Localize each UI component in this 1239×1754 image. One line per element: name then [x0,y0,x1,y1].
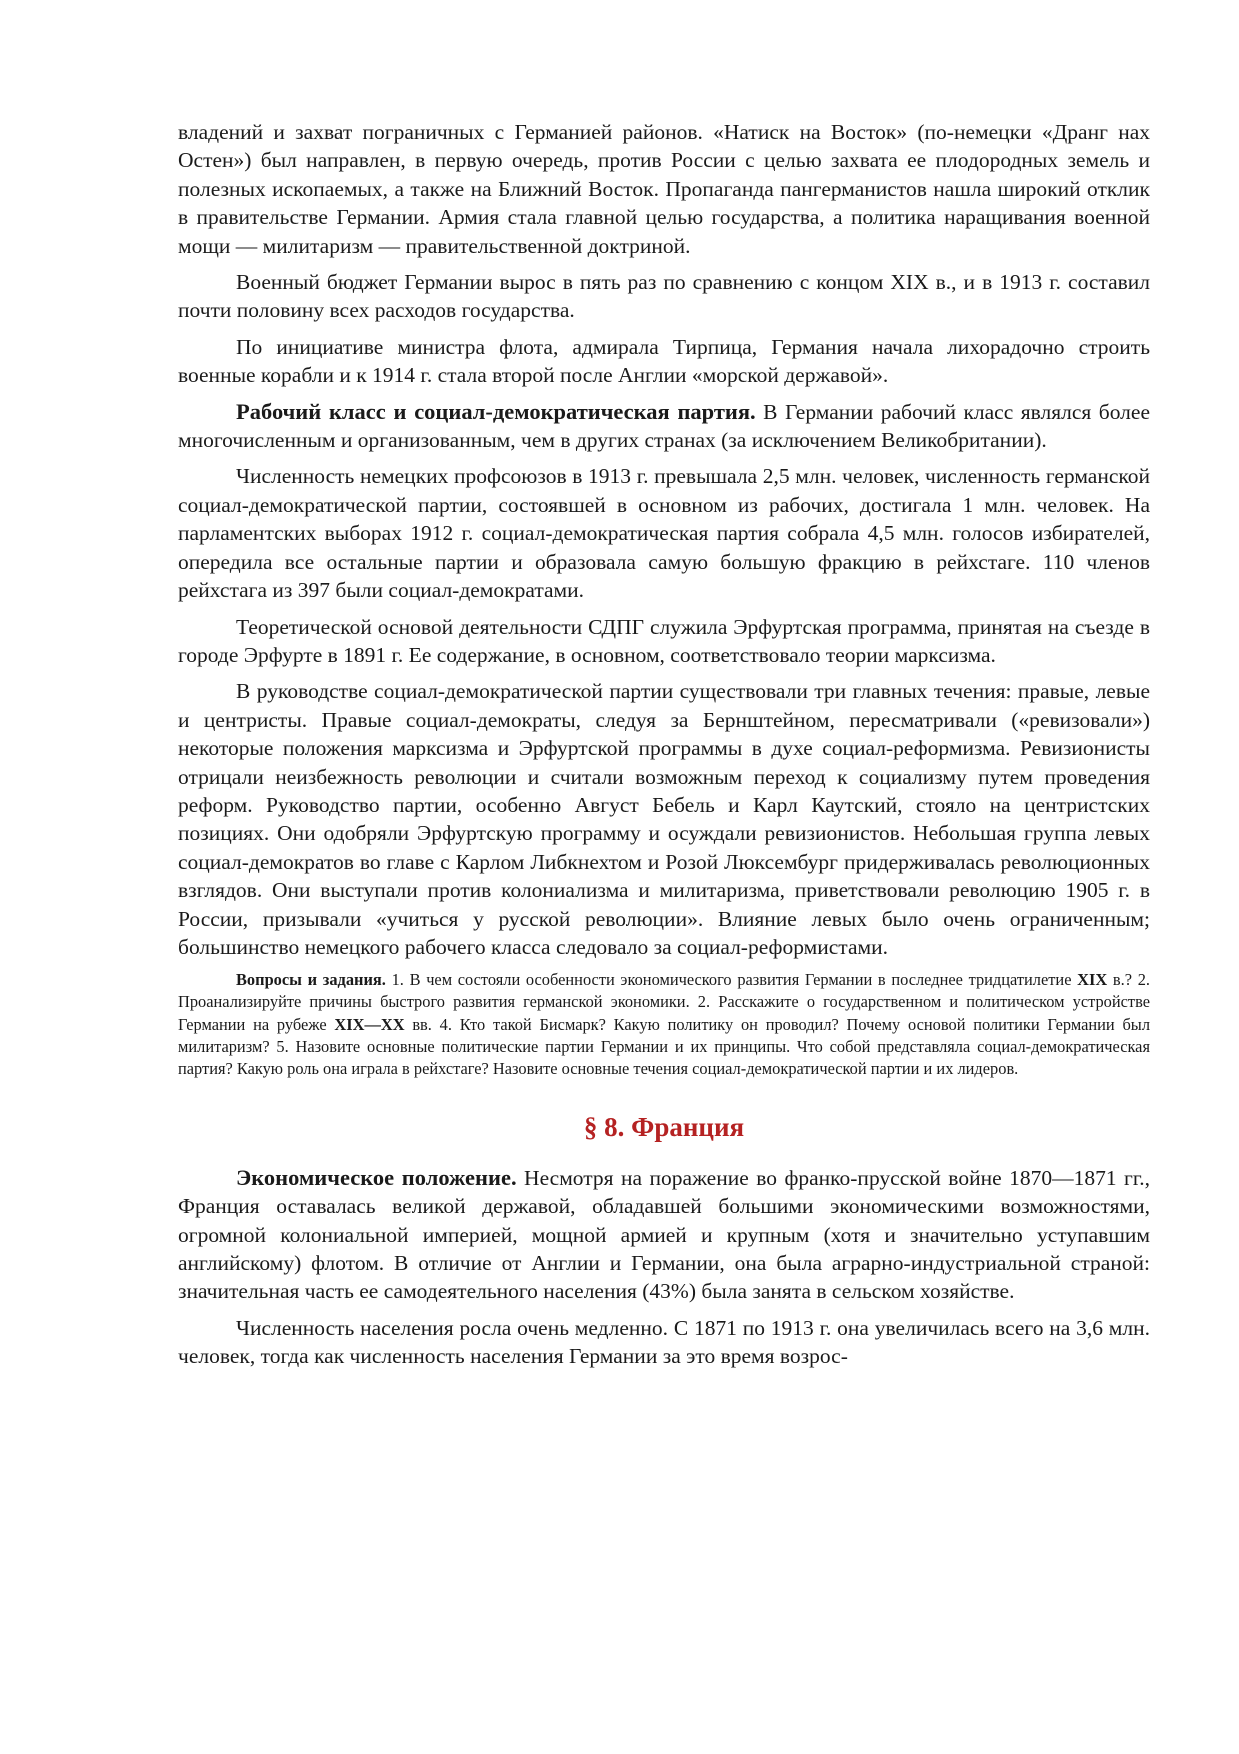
paragraph-heading-economy: Экономическое положение. [236,1164,517,1190]
paragraph-4-text: В Германии рабочий класс являлся более многочисленным и организованным, чем в других странах (за исключением Великобритании). [178,399,1150,453]
paragraph-2: Военный бюджет Германии вырос в пять раз по сравнению с концом XIX в., и в 1913 г. составил почти половину всех расходов государства. [178,270,1150,323]
questions-roman-1: XIX [1077,970,1108,990]
paragraph-7: В руководстве социал-демократической партии существовали три главных течения: правые, левые и центристы. Правые социал-демократы, следуя за Бернштейном, пересматривали («ревизовали») некоторые положения марксизма и Эрфуртской программы в духе социал-реформизма. Ревизионисты отрицали неизбежность революции и считали возможным переход к социализму путем проведения реформ. Руководство партии, особенно Август Бебель и Карл Каутский, стояло на центристских позициях. Они одобряли Эрфуртскую программу и осуждали ревизионистов. Небольшая группа левых социал-демократов во главе с Карлом Либкнехтом и Розой Люксембург придерживалась революционных взглядов. Они выступали против колониализма и милитаризма, приветствовали революцию 1905 г. в России, призывали «учиться у русской революции». Влияние левых было очень ограниченным; большинство немецкого рабочего класса следовало за социал-реформистами. [178,679,1150,959]
questions-heading: Вопросы и задания. [236,970,386,990]
questions-text-a: 1. В чем состояли особенности экономического развития Германии в последнее тридцатилетие [385,970,1078,990]
paragraph-3: По инициативе министра флота, адмирала Тирпица, Германия начала лихорадочно строить военные корабли и к 1914 г. стала второй после Англии «морской державой». [178,334,1150,388]
paragraph-6: Теоретической основой деятельности СДПГ служила Эрфуртская программа, принятая на съезде в городе Эрфурте в 1891 г. Ее содержание, в основном, соответствовало теории марксизма. [178,614,1150,667]
paragraph-heading-working-class: Рабочий класс и социал-демократическая партия. [236,398,756,424]
paragraph-8-text: Несмотря на поражение во франко-прусской войне 1870—1871 гг., Франция оставалась великой державой, обладавшей большими экономическими возможностями, огромной колониальной империей, мощной армией и крупным (хотя и значительно уступавшим английскому) флотом. В отличие от Англии и Германии, она была аграрно-индустриальной страной: значительная часть ее самодеятельного населения (43%) была занята в сельском хозяйстве. [178,1165,1151,1304]
main-text [178,118,1150,961]
questions-block [178,969,1150,1079]
questions-text-c: вв. 4. Кто такой Бисмарк? Какую политику он проводил? Почему основой политики Германии был милитаризм? 5. Назовите основные политические партии Германии и их принципы. Что собой представляла социал-демократическая партия? Какую роль она играла в рейхстаге? Назовите основные течения социал-демократической партии и их лидеров. [178,1014,1150,1078]
questions-text-b: в.? 2. Проанализируйте причины быстрого развития германской экономики. 2. Расскажите о государственном и политическом устройстве Германии на рубеже [178,970,1150,1034]
section-title: § 8. Франция [583,1111,745,1142]
paragraph-1: владений и захват пограничных с Германией районов. «Натиск на Восток» (по-немецки «Дранг нах Остен») был направлен, в первую очередь, против России с целью захвата ее плодородных земель и полезных ископаемых, а также на Ближний Восток. Пропаганда пангерманистов нашла широкий отклик в правительстве Германии. Армия стала главной целью государства, а политика наращивания военной мощи — милитаризм — правительственной доктриной. [178,120,1150,258]
paragraph-5: Численность немецких профсоюзов в 1913 г. превышала 2,5 млн. человек, численность германской социал-демократической партии, состоявшей в основном из рабочих, достигала 1 млн. человек. На парламентских выборах 1912 г. социал-демократическая партия собрала 4,5 млн. голосов избирателей, опередила все остальные партии и образовала самую большую фракцию в рейхстаге. 110 членов рейхстага из 397 были социал-демократами. [178,464,1150,603]
paragraph-8 [178,1164,1150,1306]
paragraph-4 [178,398,1150,455]
section-text [178,1164,1150,1371]
paragraph-9: Численность населения росла очень медленно. С 1871 по 1913 г. она увеличилась всего на 3,6 млн. человек, тогда как численность населения Германии за это время возрос- [178,1315,1150,1369]
document-page [178,118,1150,1379]
questions-roman-2: XIX—XX [334,1014,405,1034]
